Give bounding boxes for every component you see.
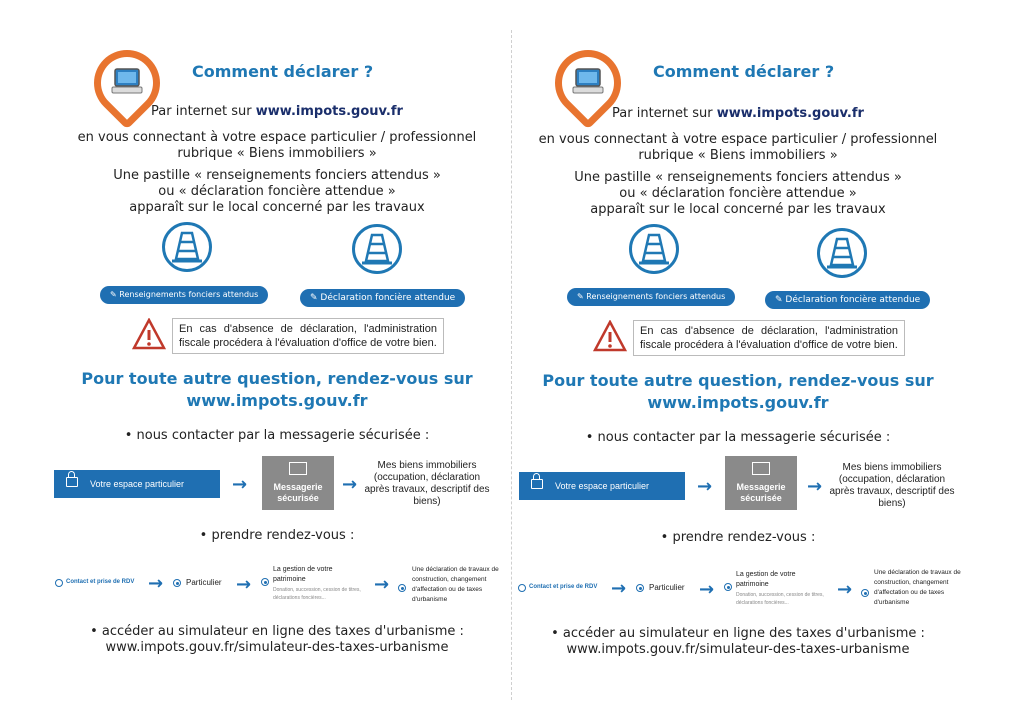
- computer-icon: [571, 67, 605, 95]
- arrow-right-icon: →: [837, 579, 853, 600]
- envelope-icon: [289, 462, 307, 475]
- declaration-pill[interactable]: ✎ Déclaration foncière attendue: [765, 291, 930, 309]
- arrow-right-icon: →: [374, 574, 390, 595]
- connect-line-1: en vous connectant à votre espace particulier / professionnel: [538, 132, 938, 147]
- bullet-messagerie: • nous contacter par la messagerie sécurisée :: [124, 428, 430, 443]
- espace-particulier-button[interactable]: Votre espace particulier: [519, 472, 685, 500]
- declaration-travaux-text: Une déclaration de travaux de construction, changement d'affectation ou de taxes d'urbanisme: [874, 569, 961, 606]
- gestion-subtitle: Donation, succession, cession de titres, déclarations foncières...: [273, 587, 361, 601]
- flyer-left: [42, 0, 512, 724]
- radio-contact[interactable]: [518, 584, 526, 592]
- renseignements-pill[interactable]: ✎ Renseignements fonciers attendus: [567, 288, 735, 306]
- page-title: Comment déclarer ?: [192, 62, 374, 81]
- connect-line-2: rubrique « Biens immobiliers »: [177, 146, 377, 161]
- gestion-title: La gestion de votre patrimoine: [736, 571, 796, 588]
- warning-icon: [132, 318, 166, 350]
- warning-icon: [593, 320, 627, 352]
- contact-rdv-label[interactable]: Contact et prise de RDV: [529, 584, 598, 590]
- renseignements-pill[interactable]: ✎ Renseignements fonciers attendus: [100, 286, 268, 304]
- lock-icon: [531, 479, 543, 489]
- simulateur-link[interactable]: www.impots.gouv.fr/simulateur-des-taxes-urbanisme: [105, 640, 449, 655]
- question-site-link[interactable]: www.impots.gouv.fr: [186, 391, 368, 410]
- pastille-line-1: Une pastille « renseignements fonciers attendus »: [113, 168, 441, 183]
- cone-icon: [352, 224, 402, 274]
- pastille-line-3: apparaît sur le local concerné par les travaux: [129, 200, 425, 215]
- question-title-1: Pour toute autre question, rendez-vous sur: [542, 371, 934, 390]
- connect-line-2: rubrique « Biens immobiliers »: [638, 148, 838, 163]
- arrow-right-icon: →: [807, 476, 823, 497]
- gestion-subtitle: Donation, succession, cession de titres, déclarations foncières...: [736, 592, 824, 606]
- particulier-label[interactable]: Particulier: [186, 578, 222, 587]
- radio-gestion[interactable]: [724, 583, 732, 591]
- arrow-right-icon: →: [148, 573, 164, 594]
- arrow-right-icon: →: [342, 474, 358, 495]
- computer-icon: [110, 67, 144, 95]
- site-link[interactable]: www.impots.gouv.fr: [255, 104, 403, 119]
- arrow-right-icon: →: [232, 474, 248, 495]
- particulier-label[interactable]: Particulier: [649, 583, 685, 592]
- cone-icon: [162, 222, 212, 272]
- arrow-right-icon: →: [699, 579, 715, 600]
- bullet-rdv: • prendre rendez-vous :: [199, 528, 355, 543]
- radio-declaration-travaux[interactable]: [861, 589, 869, 597]
- arrow-right-icon: →: [697, 476, 713, 497]
- flyer-right: [503, 0, 973, 724]
- biens-immobiliers-text: Mes biens immobiliers (occupation, déclaration après travaux, descriptif des biens): [364, 460, 490, 507]
- pastille-line-2: ou « déclaration foncière attendue »: [158, 184, 396, 199]
- radio-gestion[interactable]: [261, 578, 269, 586]
- bullet-simulateur: • accéder au simulateur en ligne des taxes d'urbanisme :: [90, 624, 464, 639]
- messagerie-button[interactable]: Messagerie sécurisée: [262, 456, 334, 510]
- declaration-pill[interactable]: ✎ Déclaration foncière attendue: [300, 289, 465, 307]
- warning-text: En cas d'absence de déclaration, l'administration fiscale procédera à l'évaluation d'office de votre bien.: [172, 318, 444, 354]
- question-site-link[interactable]: www.impots.gouv.fr: [647, 393, 829, 412]
- arrow-right-icon: →: [611, 578, 627, 599]
- messagerie-button[interactable]: Messagerie sécurisée: [725, 456, 797, 510]
- pastille-line-2: ou « déclaration foncière attendue »: [619, 186, 857, 201]
- lock-icon: [66, 477, 78, 487]
- page-title: Comment déclarer ?: [653, 62, 835, 81]
- question-title-1: Pour toute autre question, rendez-vous sur: [81, 369, 473, 388]
- warning-text: En cas d'absence de déclaration, l'administration fiscale procédera à l'évaluation d'office de votre bien.: [633, 320, 905, 356]
- internet-line: Par internet sur www.impots.gouv.fr: [151, 104, 403, 119]
- bullet-messagerie: • nous contacter par la messagerie sécurisée :: [585, 430, 891, 445]
- pastille-line-3: apparaît sur le local concerné par les travaux: [590, 202, 886, 217]
- pastille-line-1: Une pastille « renseignements fonciers attendus »: [574, 170, 902, 185]
- declaration-travaux-text: Une déclaration de travaux de construction, changement d'affectation ou de taxes d'urbanisme: [412, 566, 499, 603]
- cone-icon: [817, 228, 867, 278]
- espace-particulier-button[interactable]: Votre espace particulier: [54, 470, 220, 498]
- gestion-title: La gestion de votre patrimoine: [273, 566, 333, 583]
- contact-rdv-label[interactable]: Contact et prise de RDV: [66, 579, 135, 585]
- internet-line: Par internet sur www.impots.gouv.fr: [612, 106, 864, 121]
- biens-immobiliers-text: Mes biens immobiliers (occupation, déclaration après travaux, descriptif des biens): [829, 462, 955, 509]
- radio-contact[interactable]: [55, 579, 63, 587]
- site-link[interactable]: www.impots.gouv.fr: [716, 106, 864, 121]
- arrow-right-icon: →: [236, 574, 252, 595]
- radio-particulier[interactable]: [173, 579, 181, 587]
- radio-declaration-travaux[interactable]: [398, 584, 406, 592]
- envelope-icon: [752, 462, 770, 475]
- bullet-simulateur: • accéder au simulateur en ligne des taxes d'urbanisme :: [551, 626, 925, 641]
- cone-icon: [629, 224, 679, 274]
- connect-line-1: en vous connectant à votre espace particulier / professionnel: [77, 130, 477, 145]
- simulateur-link[interactable]: www.impots.gouv.fr/simulateur-des-taxes-urbanisme: [566, 642, 910, 657]
- radio-particulier[interactable]: [636, 584, 644, 592]
- bullet-rdv: • prendre rendez-vous :: [660, 530, 816, 545]
